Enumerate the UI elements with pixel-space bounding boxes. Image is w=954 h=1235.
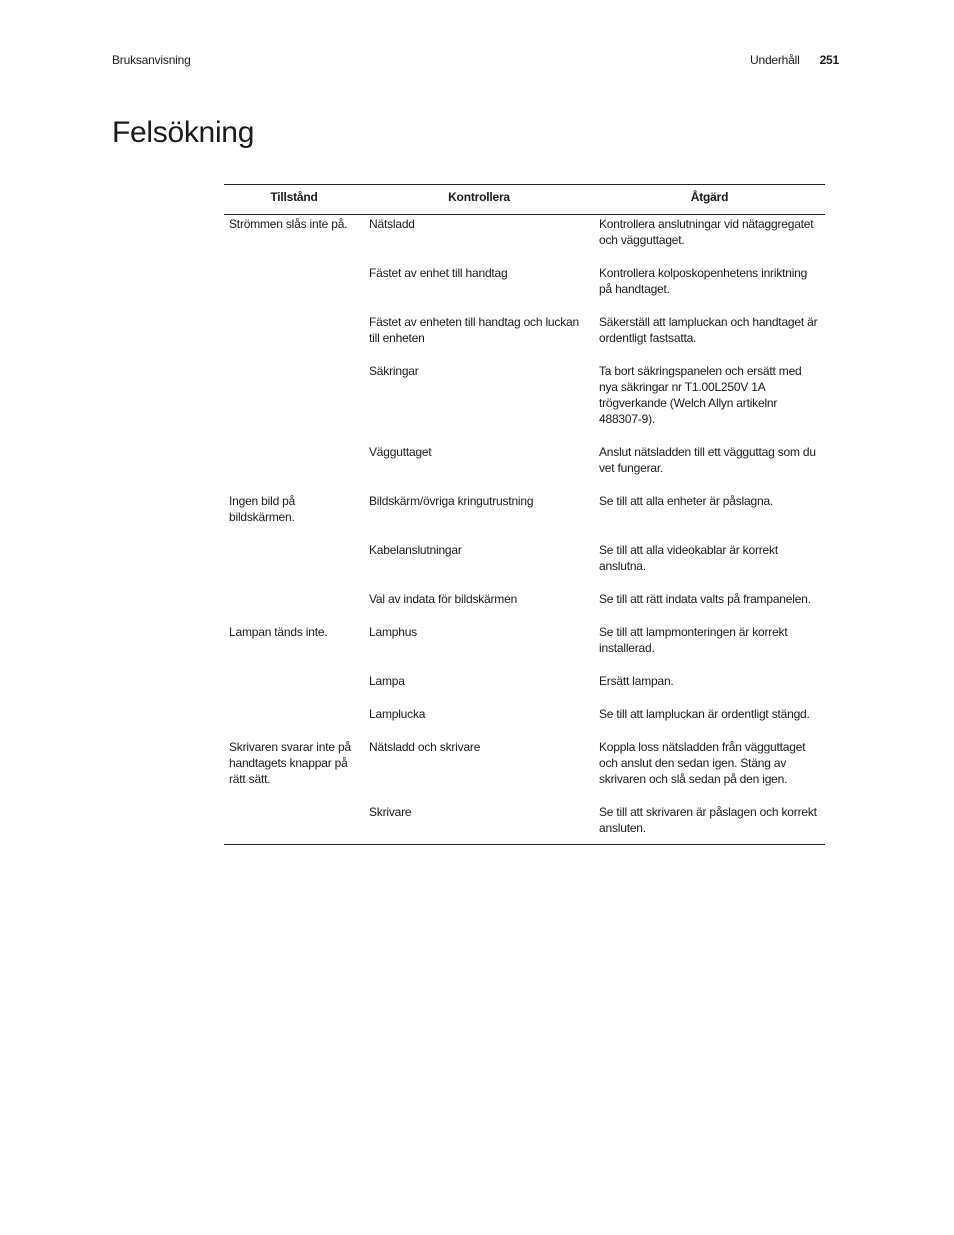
condition-cell	[224, 589, 364, 622]
page-title: Felsökning	[112, 116, 255, 149]
condition-cell	[224, 704, 364, 737]
check-cell: Val av indata för bildskärmen	[369, 592, 518, 606]
check-cell: Fästet av enheten till handtag och luckan till enheten	[369, 315, 579, 345]
condition-cell	[224, 540, 364, 589]
table-header-row	[224, 185, 825, 215]
table-row	[224, 491, 825, 540]
action-cell: Se till att skrivaren är påslagen och korrekt ansluten.	[594, 802, 825, 845]
table-row	[224, 540, 825, 589]
condition-cell: Lampan tänds inte.	[229, 625, 328, 639]
action-cell: Säkerställ att lampluckan och handtaget är ordentligt fastsatta.	[599, 315, 818, 345]
column-header-action: Åtgärd	[594, 185, 825, 215]
table-row	[224, 622, 825, 671]
action-cell: Ta bort säkringspanelen och ersätt med nya säkringar nr T1.00L250V 1A trögverkande (Welch Allyn artikelnr 488307-9).	[599, 364, 802, 426]
check-cell: Nätsladd	[369, 217, 415, 231]
condition-cell: Ingen bild på bildskärmen.	[229, 494, 296, 524]
condition-cell	[224, 312, 364, 361]
check-cell: Bildskärm/övriga kringutrustning	[369, 494, 534, 508]
troubleshooting-table-container	[224, 184, 825, 845]
check-cell: Säkringar	[369, 364, 419, 378]
table-row	[224, 704, 825, 737]
action-cell: Se till att lampmonteringen är korrekt installerad.	[599, 625, 788, 655]
action-cell: Kontrollera kolposkopenhetens inriktning på handtaget.	[599, 266, 808, 296]
table-row	[224, 737, 825, 802]
check-cell: Vägguttaget	[369, 445, 432, 459]
condition-cell	[224, 442, 364, 491]
action-cell: Se till att lampluckan är ordentligt stängd.	[599, 707, 810, 721]
column-header-condition: Tillstånd	[224, 185, 364, 215]
action-cell: Ersätt lampan.	[599, 674, 674, 688]
check-cell: Lamplucka	[369, 707, 426, 721]
running-header-title: Bruksanvisning	[112, 53, 191, 67]
condition-cell	[224, 802, 364, 845]
check-cell: Lamphus	[369, 625, 417, 639]
table-row	[224, 312, 825, 361]
column-header-check: Kontrollera	[364, 185, 594, 215]
table-row	[224, 671, 825, 704]
condition-cell: Skrivaren svarar inte på handtagets knappar på rätt sätt.	[229, 740, 351, 786]
action-cell: Anslut nätsladden till ett vägguttag som du vet fungerar.	[599, 445, 816, 475]
check-cell: Lampa	[369, 674, 405, 688]
table-row	[224, 263, 825, 312]
action-cell: Se till att rätt indata valts på frampanelen.	[599, 592, 811, 606]
running-header-section: Underhåll	[750, 53, 800, 67]
table-row	[224, 589, 825, 622]
running-header-right	[750, 53, 839, 67]
action-cell: Se till att alla videokablar är korrekt anslutna.	[599, 543, 778, 573]
check-cell: Nätsladd och skrivare	[369, 740, 481, 754]
action-cell: Koppla loss nätsladden från vägguttaget och anslut den sedan igen. Stäng av skrivaren och slå sedan på den igen.	[599, 740, 806, 786]
check-cell: Skrivare	[364, 802, 594, 845]
table-row	[224, 215, 825, 264]
check-cell: Fästet av enhet till handtag	[369, 266, 508, 280]
check-cell: Kabelanslutningar	[369, 543, 462, 557]
condition-cell	[224, 671, 364, 704]
table-row	[224, 361, 825, 442]
action-cell: Se till att alla enheter är påslagna.	[599, 494, 774, 508]
condition-cell	[224, 361, 364, 442]
troubleshooting-table	[224, 184, 825, 845]
condition-cell	[224, 263, 364, 312]
action-cell: Kontrollera anslutningar vid nätaggregatet och vägguttaget.	[599, 217, 814, 247]
table-row	[224, 442, 825, 491]
page-number: 251	[819, 53, 839, 67]
condition-cell: Strömmen slås inte på.	[229, 217, 348, 231]
table-row	[224, 802, 825, 845]
